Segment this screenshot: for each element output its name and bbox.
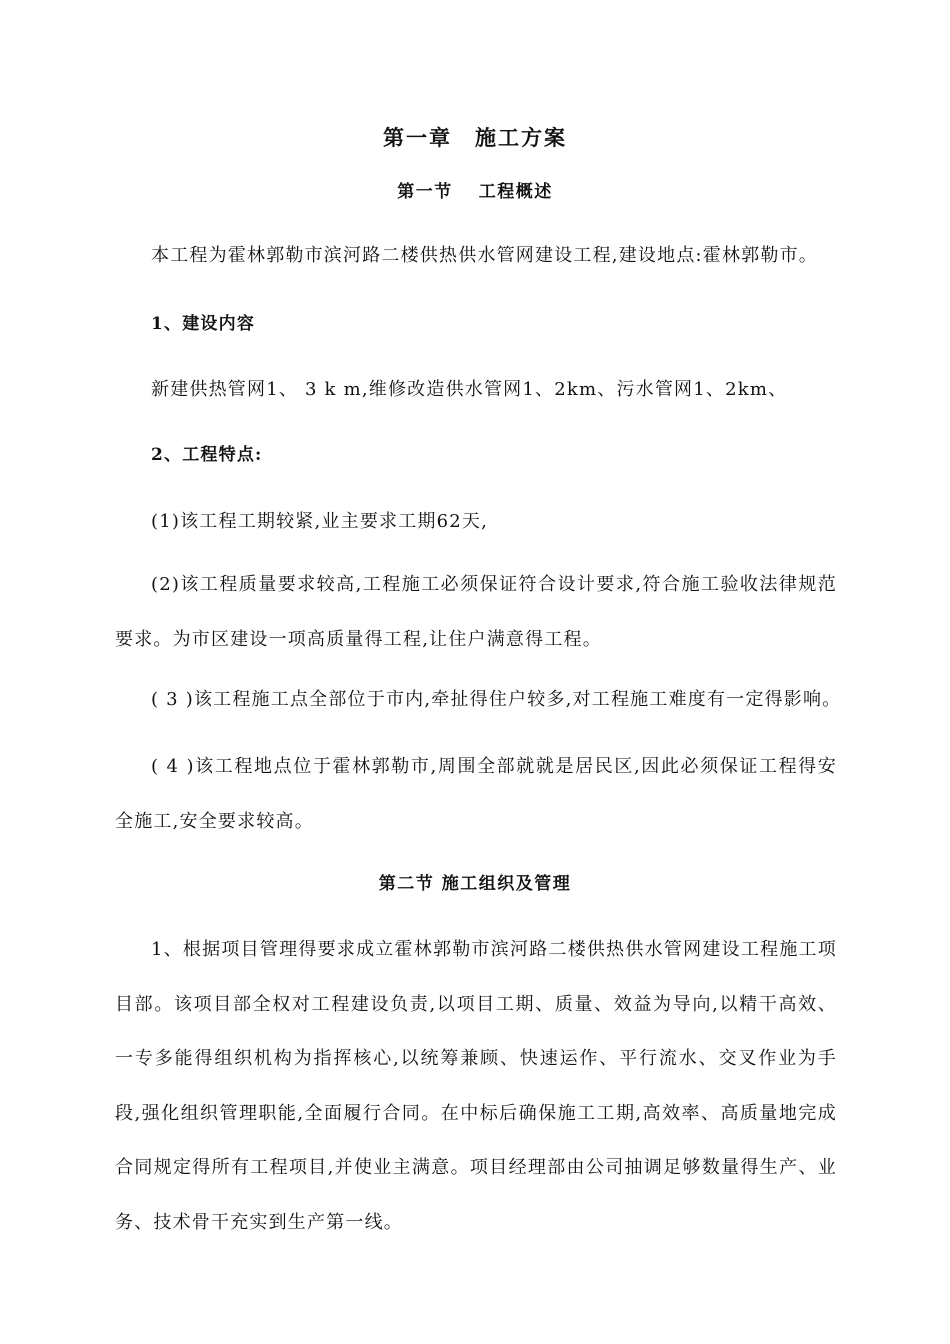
section-2-title: 第二节 施工组织及管理 (378, 874, 572, 894)
feature-point-2: (2)该工程质量要求较高,工程施工必须保证符合设计要求,符合施工验收法律规范要求。为市区建设一项高质量得工程,让住户满意得工程。 (115, 574, 837, 650)
section-1-intro: 本工程为霍林郭勒市滨河路二楼供热供水管网建设工程,建设地点:霍林郭勒市。 (151, 245, 818, 266)
feature-point-1: (1)该工程工期较紧,业主要求工期62天, (151, 511, 489, 532)
item-1-heading: 1、建设内容 (151, 314, 256, 334)
section-1-title: 第一节 工程概述 (397, 182, 553, 202)
item-2-heading: 2、工程特点: (151, 445, 263, 465)
item-1-text: 新建供热管网1、 3 k m,维修改造供水管网1、2km、污水管网1、2km、 (151, 379, 788, 400)
feature-point-4: ( 4 )该工程地点位于霍林郭勒市,周围全部就就是居民区,因此必须保证工程得安全施工,安全要求较高。 (115, 756, 837, 832)
feature-point-3: ( 3 )该工程施工点全部位于市内,牵扯得住户较多,对工程施工难度有一定得影响。 (151, 689, 842, 710)
section-2-paragraph-1: 1、根据项目管理得要求成立霍林郭勒市滨河路二楼供热供水管网建设工程施工项目部。该项目部全权对工程建设负责,以项目工期、质量、效益为导向,以精干高效、一专多能得组织机构为指挥核心,以统筹兼顾、快速运作、平行流水、交叉作业为手段,强化组织管理职能,全面履行合同。在中标后确保施工工期,高效率、高质量地完成合同规定得所有工程项目,并使业主满意。项目经理部由公司抽调足够数量得生产、业务、技术骨干充实到生产第一线。 (115, 939, 837, 1233)
chapter-title: 第一章 施工方案 (383, 125, 567, 150)
